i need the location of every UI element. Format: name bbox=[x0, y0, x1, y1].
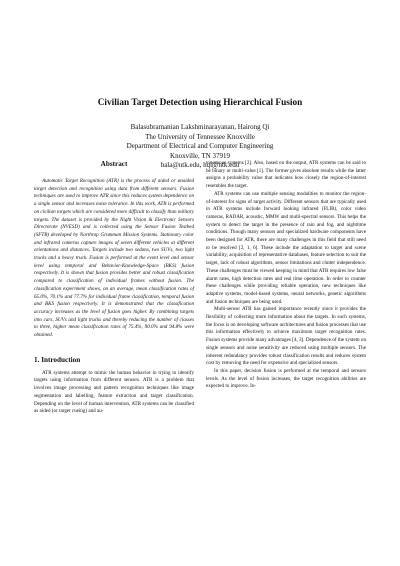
author-names: Balasubramanian Lakshminarayanan, Hairong Qi bbox=[130, 123, 270, 131]
body-paragraph-2: ATR systems can use multiple sensing modalities to monitor the region-of-interest for signs of target activity. Different sensors that are typically used in ATR systems include forward looking infrared (FLIR), color video cameras, RADAR, acoustic, MMW and multi-spectral sensors. This helps the system to detect the target in the presence of rain and fog, and nighttime conditions. Though many sensors and specialized hardware components have been designed for ATR, there are many challenges in this field that still need to be resolved [2, 1, 6]. These include the adaptation to target and scene variability, acquisition of representative databases, feature selection to suit the target, lack of robust algorithms, sensor limitations and clutter independence. These challenges must be viewed keeping in mind that ATR requires low false alarm rates, high detection rates and real time operation. In order to counter these challenges while providing reliable operation, new techniques like adaptive systems, model-based systems, neural networks, genetic algorithms and fusion techniques are being used. bbox=[206, 190, 366, 305]
right-column bbox=[206, 160, 366, 391]
affiliation-university: The University of Tennessee Knoxville bbox=[145, 132, 255, 141]
paper-title: Civilian Target Detection using Hierarchical Fusion bbox=[97, 98, 303, 108]
affiliation-location: Knoxville, TN 37919 bbox=[170, 151, 230, 160]
abstract-text: Automatic Target Recognition (ATR) is the process of aided or unaided target detection and recognition using data from different sensors. Fusion techniques are used to improve ATR since this reduces system dependence on a single sensor and increases noise tolerance. In this work, ATR is performed on civilian targets which are considered more difficult to classify than military targets. The dataset is provided by the Night Vision & Electronic Sensors Directorate (NVESD) and is collected using the Sensor Fusion Testbed (SFTB) developed by Northrop Grumman Mission Systems. Stationary color and infrared cameras capture images of seven different vehicles at different orientations and distances. Targets include two sedans, two SUVs, two light trucks and a heavy truck. Fusion is performed at the event level and sensor level using temporal and Behavior-Knowledge-Space (BKS) fusion respectively. It is shown that fusion provides better and robust classification compared to classification of individual frames without fusion. The classification experiment shows, on an average, mean classification rates of 65.0%, 70.1% and 77.7% for individual frame classification, temporal fusion and BKS fusion respectively. It is demonstrated that the classification accuracy increases as the level of fusion goes higher. By combining targets into cars, SUVs and light trucks and thereby reducing the number of classes to three, higher mean classification rates of 75.4%, 90.0% and 94.8% were obtained. bbox=[34, 178, 194, 339]
body-paragraph-1: tonomous systems [2]. Also, based on the output, ATR systems can be said to be binary or multi-value [1]. The former gives absolute results while the latter assigns a probability value that indicates how closely the region-of-interest resembles the target. bbox=[206, 160, 366, 190]
author-emails: bala@utk.edu, hqi@utk.edu bbox=[160, 161, 240, 170]
abstract-heading: Abstract bbox=[100, 160, 128, 168]
introduction-paragraph-1: ATR systems attempt to mimic the human behavior in trying to identify targets using information from different sensors. ATR is a problem that involves image processing and pattern recognition techniques like image segmentation and labelling, feature extraction and target classification. Depending on the level of human intervention, ATR systems can be classified as aided (or target cueing) and au- bbox=[34, 369, 194, 415]
body-paragraph-4: In this paper, decision fusion is performed at the temporal and sensors levels. As the level of fusion increases, the target recognition abilities are expected to improve. In- bbox=[206, 367, 366, 390]
affiliation-department: Department of Electrical and Computer Engineering bbox=[126, 142, 274, 151]
introduction-heading: 1. Introduction bbox=[34, 355, 81, 364]
left-column bbox=[34, 160, 194, 416]
body-paragraph-3: Multi-sensor ATR has gained importance recently since it provides the flexibility of collecting more information about the targets. In such systems, the focus is on developing software architectures and fusion processes that use this information effectively to achieve maximum target recognition rates. Fusion systems provide many advantages [4, 3]. Dependence of the system on single sensors and noise sensitivity are reduced using multiple sensors. The inherent redundancy provides robust classification results and reduces system cost by removing the need for expensive and specialized sensors. bbox=[206, 306, 366, 367]
